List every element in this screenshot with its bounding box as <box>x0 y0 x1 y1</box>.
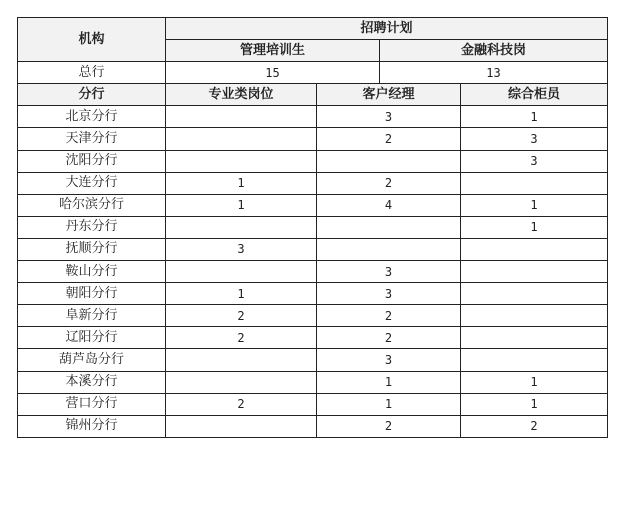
teller-count-cell <box>461 238 608 260</box>
account-manager-count-cell: 4 <box>317 194 461 216</box>
branch-name-cell: 营口分行 <box>18 393 166 415</box>
table-row <box>18 106 608 128</box>
teller-count-cell <box>461 349 608 371</box>
professional-count-cell: 2 <box>166 393 317 415</box>
table-row <box>18 238 608 260</box>
recruitment-plan-table <box>17 17 608 438</box>
table-row <box>18 327 608 349</box>
professional-count-cell: 1 <box>166 172 317 194</box>
fintech-header-cell: 金融科技岗 <box>380 40 608 62</box>
branch-name-cell: 辽阳分行 <box>18 327 166 349</box>
teller-count-cell: 1 <box>461 106 608 128</box>
branch-name-cell: 阜新分行 <box>18 305 166 327</box>
professional-count-cell <box>166 150 317 172</box>
account-manager-header-cell: 客户经理 <box>317 84 461 106</box>
teller-count-cell: 1 <box>461 216 608 238</box>
teller-count-cell: 1 <box>461 194 608 216</box>
teller-count-cell <box>461 327 608 349</box>
professional-header-cell: 专业类岗位 <box>166 84 317 106</box>
branch-header-row <box>18 84 608 106</box>
branch-name-cell: 北京分行 <box>18 106 166 128</box>
professional-count-cell <box>166 128 317 150</box>
table-row <box>18 393 608 415</box>
plan-header-cell: 招聘计划 <box>166 18 608 40</box>
branch-name-cell: 天津分行 <box>18 128 166 150</box>
teller-header-cell: 综合柜员 <box>461 84 608 106</box>
table-row <box>18 371 608 393</box>
trainee-header-cell: 管理培训生 <box>166 40 380 62</box>
table-row <box>18 349 608 371</box>
branch-name-cell: 哈尔滨分行 <box>18 194 166 216</box>
recruitment-table-container <box>17 17 607 438</box>
teller-count-cell: 1 <box>461 393 608 415</box>
account-manager-count-cell: 3 <box>317 349 461 371</box>
teller-count-cell: 1 <box>461 371 608 393</box>
teller-count-cell <box>461 283 608 305</box>
account-manager-count-cell: 2 <box>317 172 461 194</box>
teller-count-cell <box>461 305 608 327</box>
table-row <box>18 261 608 283</box>
account-manager-count-cell: 2 <box>317 327 461 349</box>
branch-header-cell: 分行 <box>18 84 166 106</box>
table-row <box>18 150 608 172</box>
professional-count-cell <box>166 371 317 393</box>
account-manager-count-cell: 3 <box>317 283 461 305</box>
account-manager-count-cell <box>317 216 461 238</box>
account-manager-count-cell: 1 <box>317 393 461 415</box>
professional-count-cell <box>166 106 317 128</box>
branch-name-cell: 鞍山分行 <box>18 261 166 283</box>
table-row <box>18 415 608 437</box>
professional-count-cell: 2 <box>166 305 317 327</box>
head-office-row <box>18 62 608 84</box>
table-body <box>18 18 608 438</box>
table-row <box>18 216 608 238</box>
professional-count-cell: 2 <box>166 327 317 349</box>
account-manager-count-cell: 1 <box>317 371 461 393</box>
account-manager-count-cell: 3 <box>317 261 461 283</box>
branch-name-cell: 朝阳分行 <box>18 283 166 305</box>
branch-name-cell: 大连分行 <box>18 172 166 194</box>
branch-name-cell: 葫芦岛分行 <box>18 349 166 371</box>
teller-count-cell: 2 <box>461 415 608 437</box>
table-row <box>18 128 608 150</box>
teller-count-cell <box>461 172 608 194</box>
branch-name-cell: 本溪分行 <box>18 371 166 393</box>
professional-count-cell: 1 <box>166 283 317 305</box>
account-manager-count-cell <box>317 238 461 260</box>
account-manager-count-cell: 2 <box>317 128 461 150</box>
professional-count-cell <box>166 216 317 238</box>
head-office-trainee-count: 15 <box>166 62 380 84</box>
branch-name-cell: 丹东分行 <box>18 216 166 238</box>
teller-count-cell <box>461 261 608 283</box>
branch-name-cell: 抚顺分行 <box>18 238 166 260</box>
table-row <box>18 172 608 194</box>
table-row <box>18 305 608 327</box>
head-office-label: 总行 <box>18 62 166 84</box>
table-row <box>18 194 608 216</box>
table-row <box>18 283 608 305</box>
account-manager-count-cell: 2 <box>317 305 461 327</box>
professional-count-cell: 1 <box>166 194 317 216</box>
teller-count-cell: 3 <box>461 128 608 150</box>
head-office-fintech-count: 13 <box>380 62 608 84</box>
branch-name-cell: 沈阳分行 <box>18 150 166 172</box>
branch-name-cell: 锦州分行 <box>18 415 166 437</box>
professional-count-cell: 3 <box>166 238 317 260</box>
professional-count-cell <box>166 415 317 437</box>
account-manager-count-cell: 3 <box>317 106 461 128</box>
account-manager-count-cell <box>317 150 461 172</box>
professional-count-cell <box>166 349 317 371</box>
account-manager-count-cell: 2 <box>317 415 461 437</box>
teller-count-cell: 3 <box>461 150 608 172</box>
org-header-cell: 机构 <box>18 18 166 62</box>
professional-count-cell <box>166 261 317 283</box>
header-row-1 <box>18 18 608 40</box>
